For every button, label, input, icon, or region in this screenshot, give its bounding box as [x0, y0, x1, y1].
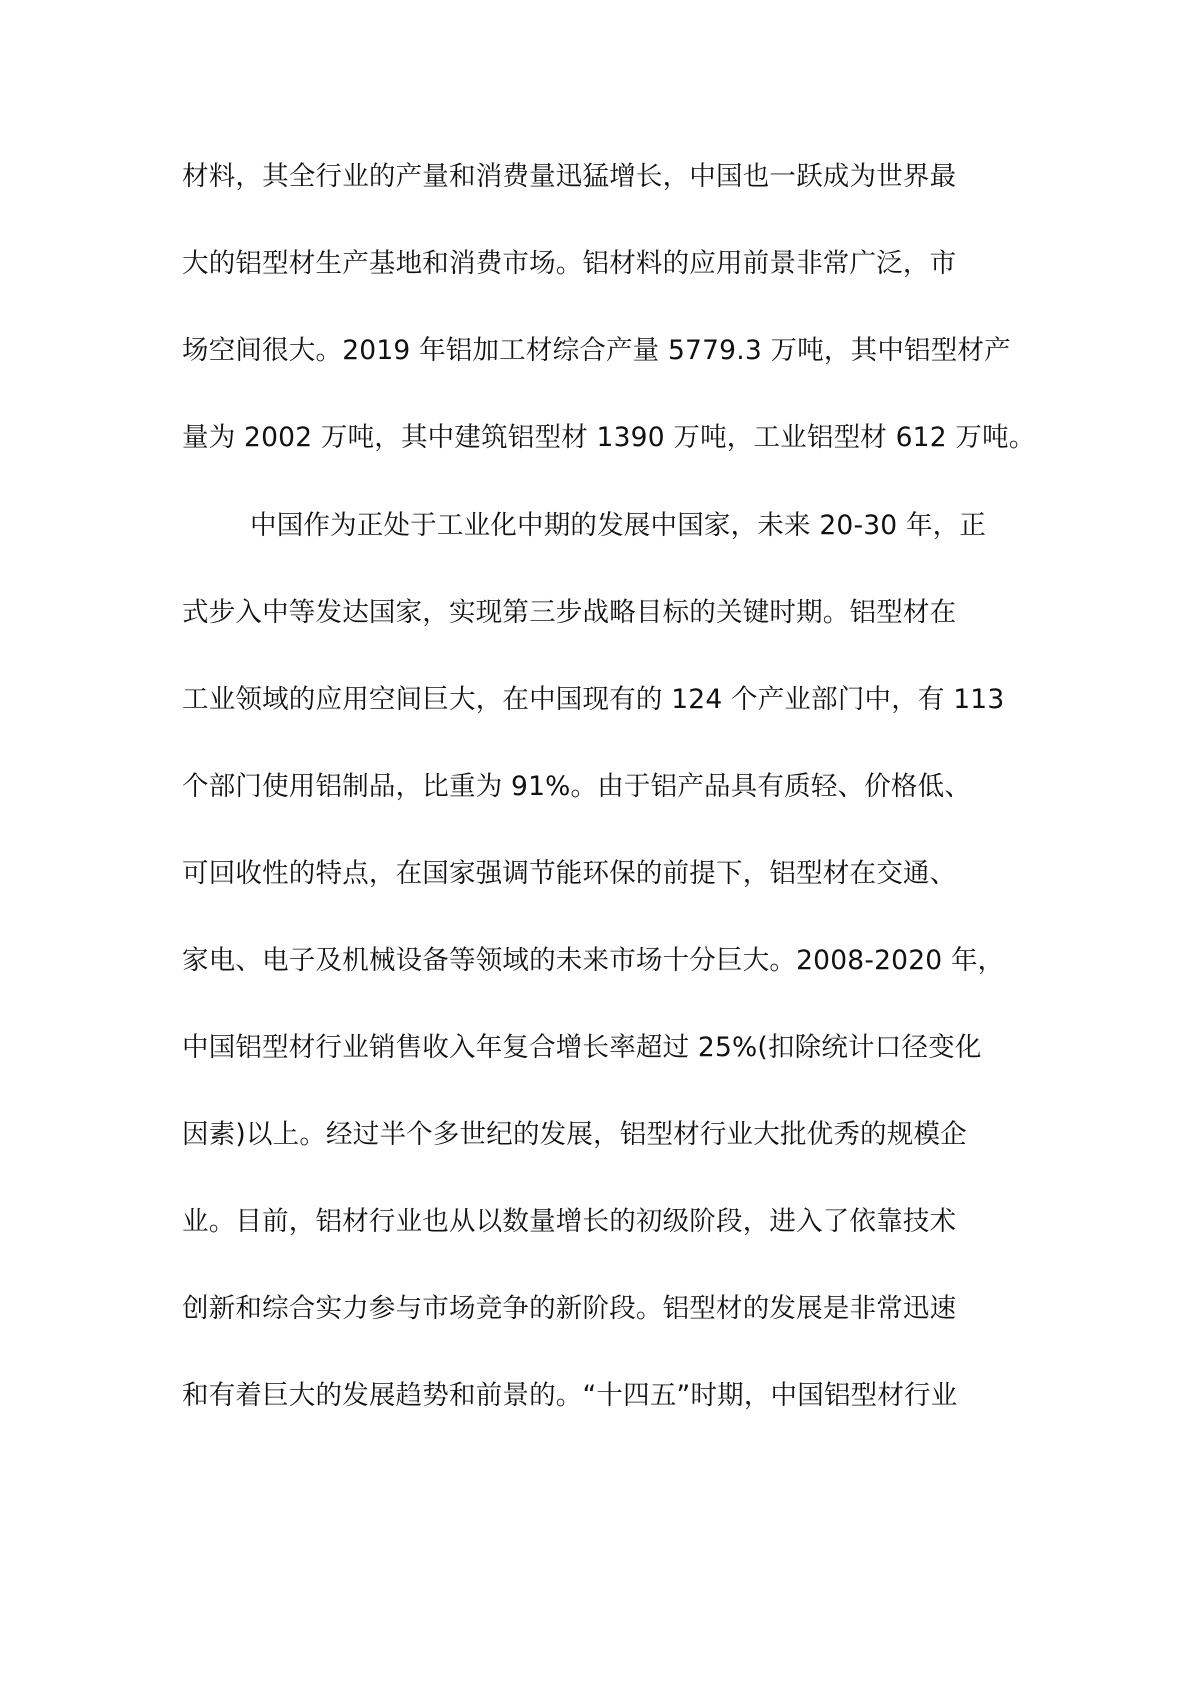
paragraph-1-line-1: 材料，其全行业的产量和消费量迅猛增长，中国也一跃成为世界最 — [182, 161, 957, 192]
paragraph-2-line-4: 个部门使用铝制品，比重为 91%。由于铝产品具有质轻、价格低、 — [182, 771, 972, 802]
paragraph-1-line-3: 场空间很大。2019 年铝加工材综合产量 5779.3 万吨，其中铝型材产 — [182, 335, 1011, 366]
paragraph-2-line-5: 可回收性的特点，在国家强调节能环保的前提下，铝型材在交通、 — [182, 858, 957, 889]
paragraph-2-line-2: 式步入中等发达国家，实现第三步战略目标的关键时期。铝型材在 — [182, 597, 957, 628]
paragraph-2-line-7: 中国铝型材行业销售收入年复合增长率超过 25%(扣除统计口径变化 — [182, 1032, 982, 1063]
paragraph-2-line-8: 因素)以上。经过半个多世纪的发展，铝型材行业大批优秀的规模企 — [182, 1119, 967, 1150]
paragraph-2-line-1: 中国作为正处于工业化中期的发展中国家，未来 20-30 年，正 — [250, 510, 987, 541]
paragraph-1-line-4: 量为 2002 万吨，其中建筑铝型材 1390 万吨，工业铝型材 612 万吨。 — [182, 422, 1036, 453]
paragraph-2-line-11: 和有着巨大的发展趋势和前景的。“十四五”时期，中国铝型材行业 — [182, 1380, 958, 1411]
paragraph-2-line-6: 家电、电子及机械设备等领域的未来市场十分巨大。2008-2020 年， — [182, 945, 1005, 976]
paragraph-1-line-2: 大的铝型材生产基地和消费市场。铝材料的应用前景非常广泛，市 — [182, 248, 957, 279]
paragraph-2-line-10: 创新和综合实力参与市场竞争的新阶段。铝型材的发展是非常迅速 — [182, 1293, 957, 1324]
paragraph-2-line-3: 工业领域的应用空间巨大，在中国现有的 124 个产业部门中，有 113 — [182, 684, 1005, 715]
paragraph-2-line-9: 业。目前，铝材行业也从以数量增长的初级阶段，进入了依靠技术 — [182, 1206, 957, 1237]
